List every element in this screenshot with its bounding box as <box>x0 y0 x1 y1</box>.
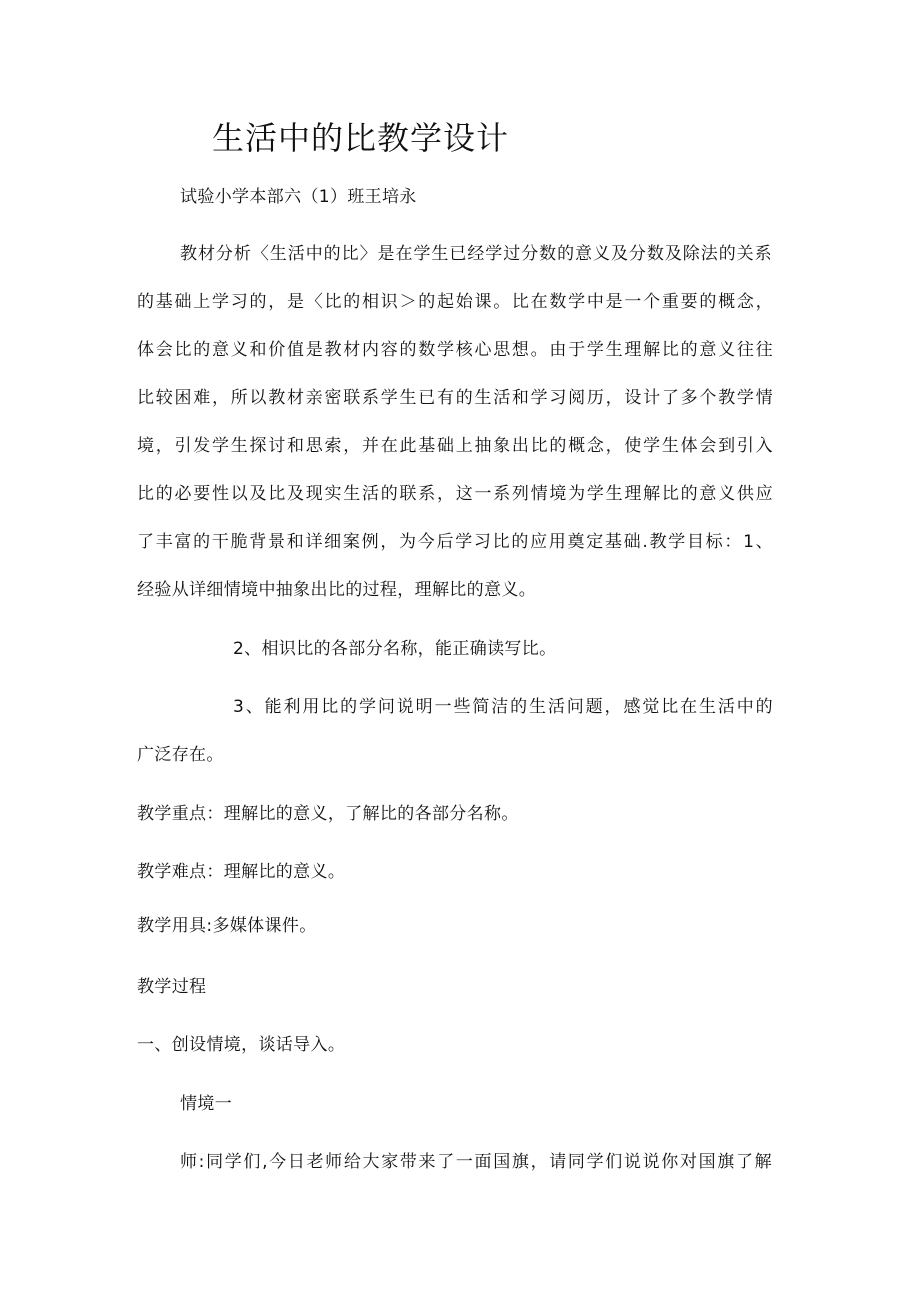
goal-3-line-1: 3、能利用比的学问说明一些简洁的生活问题，感觉比在生活中的 <box>233 697 773 717</box>
goal-3-line-2: 广泛存在。 <box>137 745 224 765</box>
analysis-line-5: 境，引发学生探讨和思索，并在此基础上抽象出比的概念，使学生体会到引入 <box>137 436 773 456</box>
teaching-tools: 教学用具:多媒体课件。 <box>137 916 317 936</box>
analysis-line-6: 比的必要性以及比及现实生活的联系，这一系列情境为学生理解比的意义供应 <box>137 484 773 504</box>
analysis-line-1: 教材分析〈生活中的比〉是在学生已经学过分数的意义及分数及除法的关系 <box>180 244 772 264</box>
teacher-line: 师:同学们,今日老师给大家带来了一面国旗，请同学们说说你对国旗了解 <box>180 1152 772 1172</box>
analysis-line-4: 比较困难，所以教材亲密联系学生已有的生活和学习阅历，设计了多个教学情 <box>137 388 773 408</box>
author-line: 试验小学本部六（1）班王培永 <box>180 187 417 207</box>
difficulty: 教学难点：理解比的意义。 <box>137 862 346 882</box>
document-title: 生活中的比教学设计 <box>212 119 510 157</box>
goal-2: 2、相识比的各部分名称，能正确读写比。 <box>233 639 557 659</box>
section-1-heading: 一、创设情境，谈话导入。 <box>137 1035 346 1055</box>
analysis-line-2: 的基础上学习的，是〈比的相识＞的起始课。比在数学中是一个重要的概念， <box>137 292 773 312</box>
analysis-line-3: 体会比的意义和价值是教材内容的数学核心思想。由于学生理解比的意义往往 <box>137 340 773 360</box>
scenario-1-heading: 情境一 <box>180 1094 233 1114</box>
process-heading: 教学过程 <box>137 977 207 997</box>
analysis-line-8: 经验从详细情境中抽象出比的过程，理解比的意义。 <box>137 580 537 600</box>
key-point: 教学重点：理解比的意义，了解比的各部分名称。 <box>137 804 519 824</box>
analysis-line-7: 了丰富的干脆背景和详细案例，为今后学习比的应用奠定基础.教学目标：1、 <box>137 532 773 552</box>
